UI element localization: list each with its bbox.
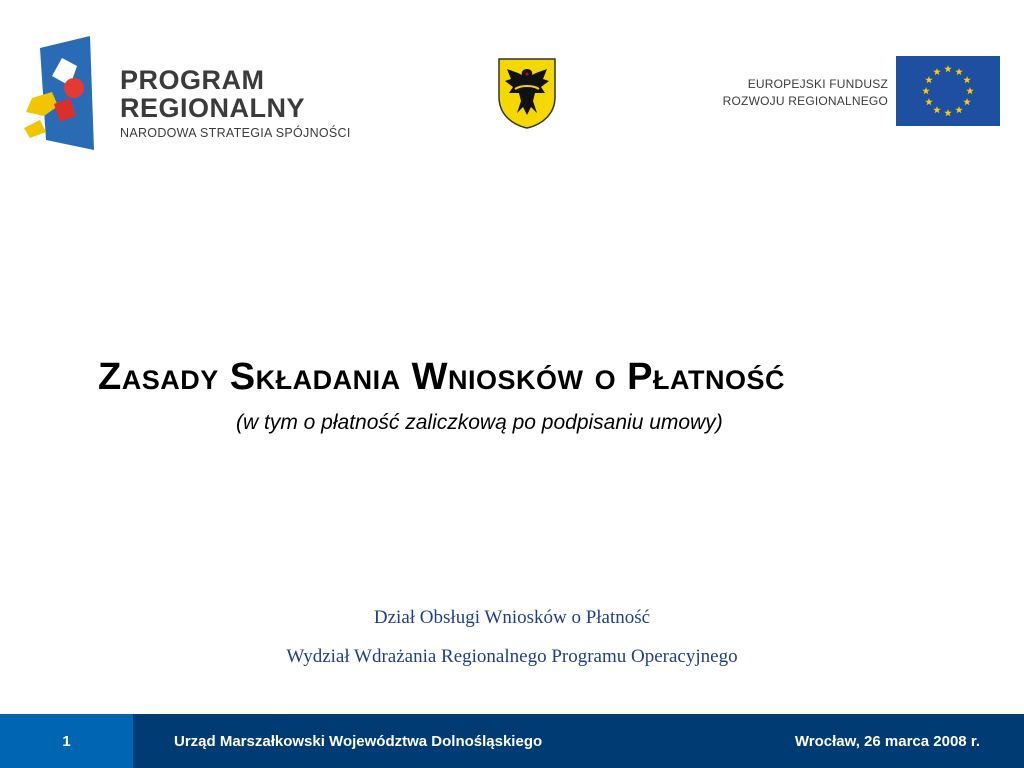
efrr-line1: EUROPEJSKI FUNDUSZ — [747, 77, 888, 91]
program-logo-line1: PROGRAM — [120, 65, 265, 95]
slide-number: 1 — [0, 714, 133, 768]
eu-flag-icon — [896, 56, 1000, 126]
footer-date: Wrocław, 26 marca 2008 r. — [794, 732, 980, 750]
department-name: Dział Obsługi Wniosków o Płatność — [373, 607, 651, 628]
efrr-logo-text — [700, 76, 888, 110]
lower-silesia-crest-icon — [497, 57, 557, 129]
footer-organization: Urząd Marszałkowski Województwa Dolnośląskiego — [174, 732, 543, 750]
division-name: Wydział Wdrażania Regionalnego Programu Operacyjnego — [286, 646, 738, 667]
program-regionalny-logo — [22, 36, 382, 156]
program-logo-line3: NARODOWA STRATEGIA SPÓJNOŚCI — [120, 126, 351, 140]
program-logo-line2: REGIONALNY — [120, 93, 306, 123]
slide-title: Zasady Składania Wniosków o Płatność — [98, 356, 785, 398]
efrr-line2: ROZWOJU REGIONALNEGO — [722, 94, 888, 108]
footer-bar — [0, 714, 1024, 768]
slide-subtitle: (w tym o płatność zaliczkową po podpisaniu umowy) — [236, 411, 723, 434]
program-regionalny-mark-icon — [22, 36, 122, 154]
